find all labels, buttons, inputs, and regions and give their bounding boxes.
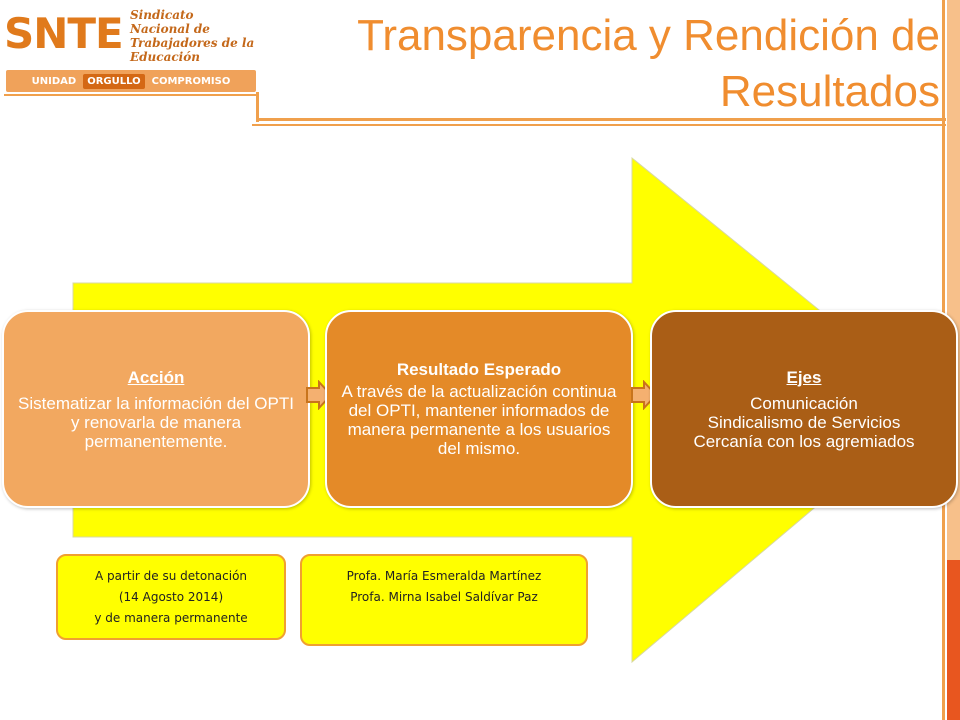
logo-text <box>130 8 254 64</box>
box-heading: Resultado Esperado <box>396 360 562 379</box>
logo-line: Sindicato <box>130 8 194 22</box>
note-responsables <box>300 554 588 646</box>
motto-word: UNIDAD <box>31 75 77 87</box>
note-line: Profa. María Esmeralda Martínez <box>346 569 542 583</box>
side-decor-bar-accent <box>947 560 960 720</box>
note-line: A partir de su detonación <box>94 569 248 583</box>
note-fecha <box>56 554 286 640</box>
box-body-line: Sindicalismo de Servicios <box>707 412 901 432</box>
motto-word: COMPROMISO <box>151 75 231 87</box>
box-ejes <box>650 310 958 508</box>
note-line: Profa. Mirna Isabel Saldívar Paz <box>350 590 538 604</box>
logo-brand: SNTE <box>4 9 123 58</box>
logo-line: Nacional de <box>130 22 210 36</box>
box-body-line: Cercanía con los agremiados <box>693 431 915 451</box>
box-body: Sistematizar la información del OPTI y renovarla de manera permanentemente. <box>18 393 294 451</box>
motto-word: ORGULLO <box>83 74 144 89</box>
box-resultado <box>325 310 633 508</box>
box-body: A través de la actualización continua del OPTI, mantener informados de manera permanente a los usuarios del mismo. <box>341 382 617 458</box>
snte-logo <box>4 4 256 92</box>
header-vline <box>256 92 259 122</box>
logo-underline <box>4 94 258 96</box>
logo-line: Educación <box>130 50 200 64</box>
box-heading: Ejes <box>786 367 822 387</box>
logo-motto-bar <box>6 70 256 92</box>
box-heading: Acción <box>127 367 185 387</box>
note-line: y de manera permanente <box>94 611 248 625</box>
box-body-line: Comunicación <box>750 393 858 413</box>
page-title: Transparencia y Rendición de Resultados <box>357 11 940 116</box>
box-accion <box>2 310 310 508</box>
header-underline-2 <box>252 124 946 126</box>
logo-line: Trabajadores de la <box>130 36 255 50</box>
note-line: (14 Agosto 2014) <box>118 590 224 604</box>
